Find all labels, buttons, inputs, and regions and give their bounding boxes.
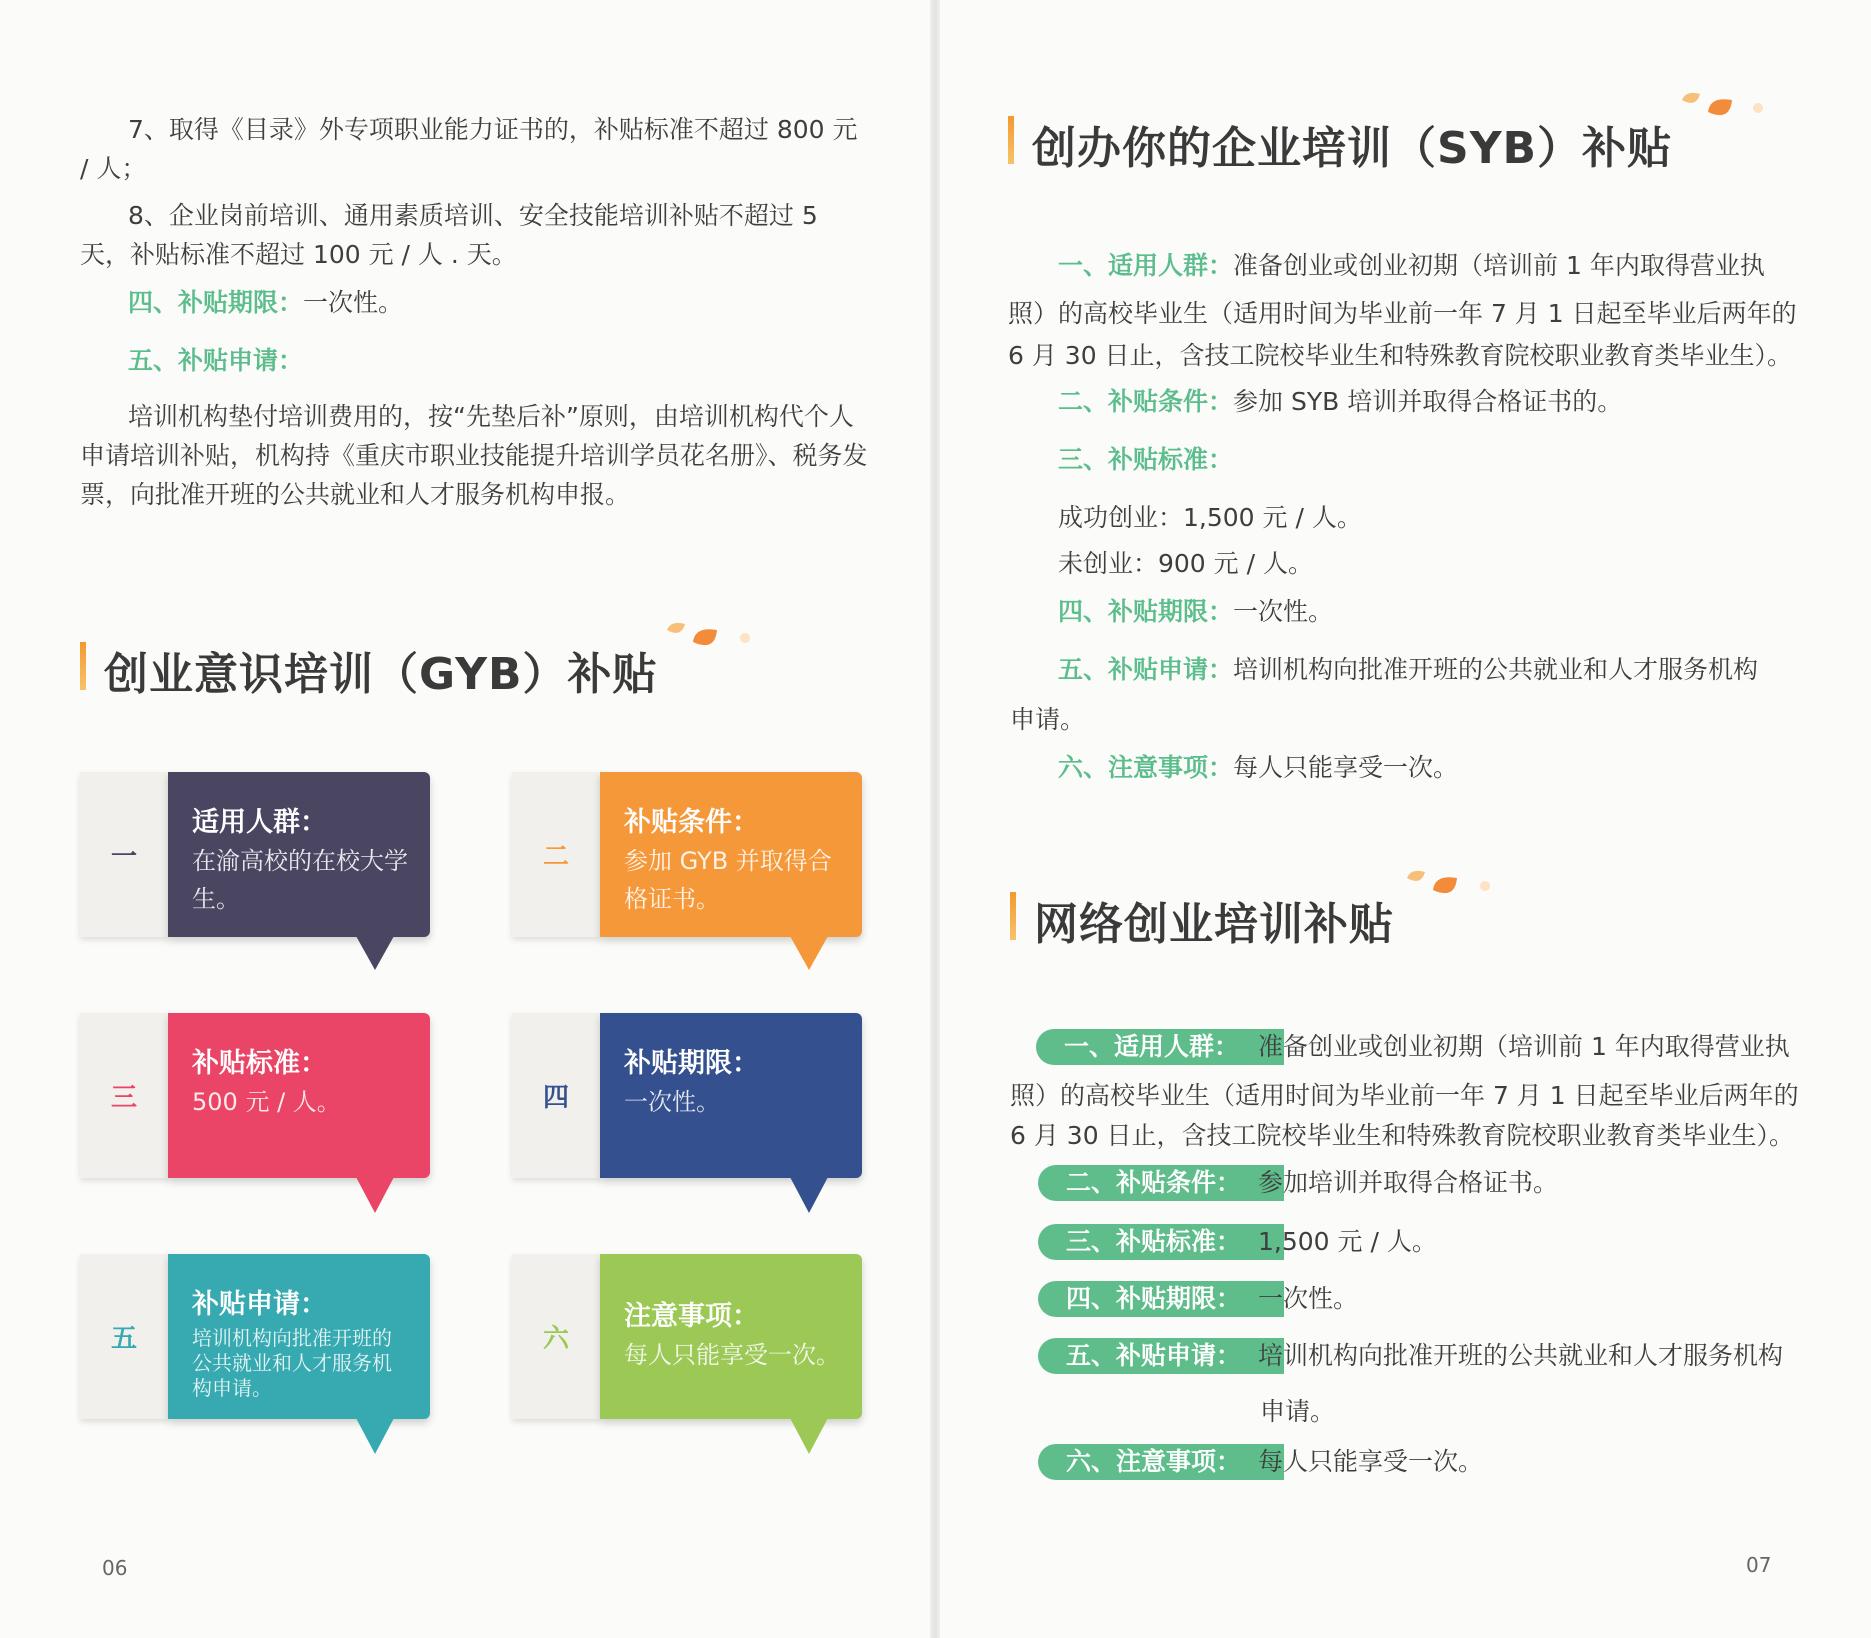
online-apply-text-1: 培训机构向批准开班的公共就业和人才服务机构 bbox=[1258, 1341, 1784, 1370]
syb-apply-text-2: 申请。 bbox=[1010, 705, 1086, 734]
left-period-value: 一次性。 bbox=[303, 288, 404, 317]
page-number-right: 07 bbox=[1746, 1553, 1772, 1577]
online-group-text-2: 照）的高校毕业生（适用时间为毕业前一年 7 月 1 日起至毕业后两年的 bbox=[1010, 1081, 1799, 1110]
gyb-card-2-text: 参加 GYB 并取得合格证书。 bbox=[624, 847, 832, 913]
online-period-text: 一次性。 bbox=[1258, 1284, 1359, 1313]
online-apply-text-2: 申请。 bbox=[1260, 1397, 1336, 1426]
syb-apply-line bbox=[1058, 650, 1758, 689]
syb-group-label: 一、适用人群： bbox=[1058, 251, 1234, 280]
gyb-card-3-text: 500 元 / 人。 bbox=[192, 1088, 341, 1116]
left-apply-heading bbox=[128, 341, 303, 380]
gyb-card-4 bbox=[512, 1013, 862, 1178]
gyb-card-5-text: 培训机构向批准开班的公共就业和人才服务机构申请。 bbox=[192, 1326, 392, 1400]
gyb-card-6-number: 六 bbox=[512, 1254, 600, 1419]
syb-note-line bbox=[1058, 748, 1458, 787]
gyb-card-2-title: 补贴条件： bbox=[624, 807, 759, 838]
gyb-card-5-title: 补贴申请： bbox=[192, 1289, 327, 1320]
gyb-card-5 bbox=[80, 1254, 430, 1419]
syb-std-success: 成功创业：1,500 元 / 人。 bbox=[1058, 503, 1362, 532]
online-std-text: 1,500 元 / 人。 bbox=[1258, 1227, 1437, 1256]
left-period-label: 四、补贴期限： bbox=[128, 288, 304, 317]
syb-group-line-1 bbox=[1058, 246, 1765, 285]
gyb-card-2 bbox=[512, 772, 862, 937]
online-group-text-1: 准备创业或创业初期（培训前 1 年内取得营业执 bbox=[1258, 1032, 1790, 1061]
online-title-bar bbox=[1010, 892, 1016, 940]
syb-group-text-2: 照）的高校毕业生（适用时间为毕业前一年 7 月 1 日起至毕业后两年的 bbox=[1008, 299, 1797, 328]
syb-title: 创办你的企业培训（SYB）补贴 bbox=[1032, 123, 1673, 174]
gyb-card-1 bbox=[80, 772, 430, 937]
left-apply-text: 培训机构垫付培训费用的，按“先垫后补”原则，由培训机构代个人申请培训补贴，机构持《重庆市职业技能提升培训学员花名册》、税务发票，向批准开班的公共就业和人才服务机构申报。 bbox=[80, 402, 868, 509]
syb-std-fail: 未创业：900 元 / 人。 bbox=[1058, 549, 1313, 578]
page-number-left: 06 bbox=[102, 1556, 128, 1580]
syb-cond-line bbox=[1058, 382, 1622, 421]
gyb-title: 创业意识培训（GYB）补贴 bbox=[104, 649, 658, 700]
gyb-card-3-number: 三 bbox=[80, 1013, 168, 1178]
online-std-label: 三、补贴标准： bbox=[1038, 1224, 1284, 1260]
syb-group-text-3: 6 月 30 日止，含技工院校毕业生和特殊教育院校职业教育类毕业生）。 bbox=[1008, 341, 1793, 370]
gyb-card-4-title: 补贴期限： bbox=[624, 1048, 759, 1079]
left-period-line bbox=[128, 283, 403, 322]
gyb-card-1-number: 一 bbox=[80, 772, 168, 937]
gyb-card-6-title: 注意事项： bbox=[624, 1301, 759, 1332]
syb-apply-text-1: 培训机构向批准开班的公共就业和人才服务机构 bbox=[1233, 655, 1759, 684]
gyb-card-5-number: 五 bbox=[80, 1254, 168, 1419]
online-group-label: 一、适用人群： bbox=[1036, 1029, 1284, 1065]
gyb-title-bar bbox=[80, 642, 86, 690]
syb-cond-text: 参加 SYB 培训并取得合格证书的。 bbox=[1233, 387, 1623, 416]
syb-group-text-1: 准备创业或创业初期（培训前 1 年内取得营业执 bbox=[1233, 251, 1765, 280]
syb-period-label: 四、补贴期限： bbox=[1058, 597, 1234, 626]
syb-period-line bbox=[1058, 592, 1333, 631]
gyb-card-1-title: 适用人群： bbox=[192, 807, 327, 838]
left-apply-label: 五、补贴申请： bbox=[128, 346, 304, 375]
gyb-card-2-number: 二 bbox=[512, 772, 600, 937]
gyb-card-6 bbox=[512, 1254, 862, 1419]
gyb-card-4-text: 一次性。 bbox=[624, 1088, 720, 1116]
online-period-label: 四、补贴期限： bbox=[1038, 1281, 1284, 1317]
online-note-text: 每人只能享受一次。 bbox=[1258, 1447, 1484, 1476]
syb-apply-label: 五、补贴申请： bbox=[1058, 655, 1234, 684]
syb-note-label: 六、注意事项： bbox=[1058, 753, 1234, 782]
syb-note-text: 每人只能享受一次。 bbox=[1233, 753, 1459, 782]
online-title: 网络创业培训补贴 bbox=[1034, 899, 1394, 950]
online-group-text-3: 6 月 30 日止，含技工院校毕业生和特殊教育院校职业教育类毕业生）。 bbox=[1010, 1121, 1795, 1150]
gyb-card-3-title: 补贴标准： bbox=[192, 1048, 327, 1079]
syb-period-text: 一次性。 bbox=[1233, 597, 1334, 626]
gyb-card-3 bbox=[80, 1013, 430, 1178]
online-apply-label: 五、补贴申请： bbox=[1038, 1338, 1284, 1374]
syb-std-label: 三、补贴标准： bbox=[1058, 445, 1234, 474]
book-spine bbox=[930, 0, 940, 1638]
online-cond-text: 参加培训并取得合格证书。 bbox=[1258, 1168, 1559, 1197]
gyb-card-1-text: 在渝高校的在校大学生。 bbox=[192, 847, 408, 913]
leaf-decoration-icon bbox=[1680, 90, 1780, 140]
item-7-text: 7、取得《目录》外专项职业能力证书的，补贴标准不超过 800 元 / 人； bbox=[80, 115, 858, 183]
syb-std-line bbox=[1058, 440, 1233, 479]
leaf-decoration-icon bbox=[665, 620, 755, 670]
syb-title-bar bbox=[1008, 116, 1014, 164]
online-note-label: 六、注意事项： bbox=[1038, 1444, 1284, 1480]
online-cond-label: 二、补贴条件： bbox=[1038, 1165, 1284, 1201]
item-8-text: 8、企业岗前培训、通用素质培训、安全技能培训补贴不超过 5 天，补贴标准不超过 100 元 / 人 . 天。 bbox=[80, 201, 818, 269]
syb-cond-label: 二、补贴条件： bbox=[1058, 387, 1234, 416]
leaf-decoration-icon bbox=[1405, 868, 1505, 918]
gyb-card-6-text: 每人只能享受一次。 bbox=[624, 1341, 840, 1369]
gyb-card-4-number: 四 bbox=[512, 1013, 600, 1178]
